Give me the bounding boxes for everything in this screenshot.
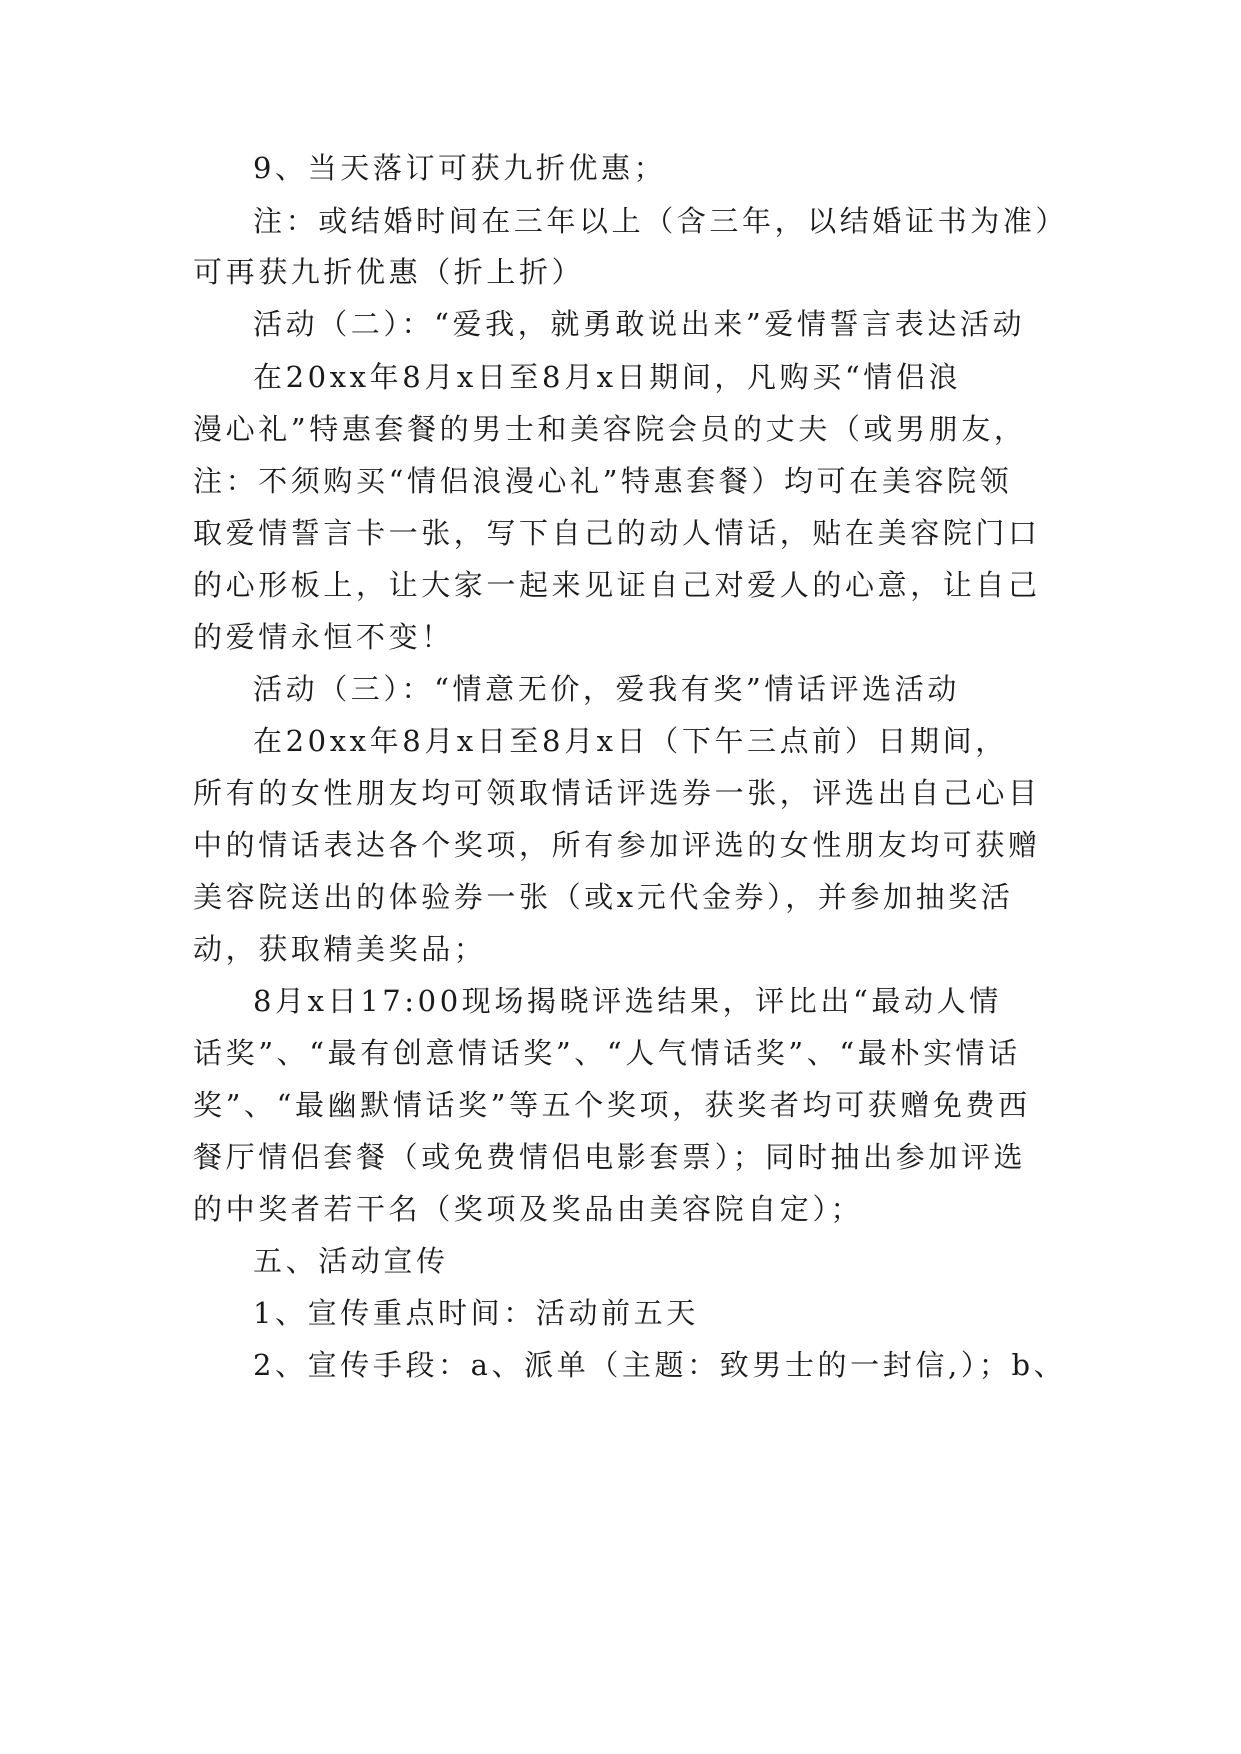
text-line: 注：不须购买“情侣浪漫心礼”特惠套餐）均可在美容院领 — [193, 464, 1013, 498]
text-line: 注：或结婚时间在三年以上（含三年，以结婚证书为准） — [253, 204, 1069, 238]
text-line: 中的情话表达各个奖项，所有参加评选的女性朋友均可获赠 — [193, 828, 1041, 862]
text-line: 所有的女性朋友均可领取情话评选券一张，评选出自己心目 — [193, 776, 1041, 810]
text-line: 8月x日17:00现场揭晓评选结果，评比出“最动人情 — [253, 984, 1002, 1018]
text-line: 话奖”、“最有创意情话奖”、“人气情话奖”、“最朴实情话 — [193, 1036, 1021, 1070]
text-line: 活动（二）：“爱我，就勇敢说出来”爱情誓言表达活动 — [253, 307, 1026, 341]
text-line: 奖”、“最幽默情话奖”等五个奖项，获奖者均可获赠免费西 — [193, 1088, 1031, 1122]
text-line: 取爱情誓言卡一张，写下自己的动人情话，贴在美容院门口 — [193, 516, 1041, 550]
text-line: 的心形板上，让大家一起来见证自己对爱人的心意，让自己 — [193, 568, 1041, 602]
text-line: 在20xx年8月x日至8月x日（下午三点前）日期间， — [253, 724, 1008, 758]
text-line: 的中奖者若干名（奖项及奖品由美容院自定）； — [193, 1192, 864, 1226]
text-line: 美容院送出的体验券一张（或x元代金券），并参加抽奖活 — [193, 880, 1014, 914]
text-line: 活动（三）：“情意无价，爱我有奖”情话评选活动 — [253, 672, 960, 706]
text-line: 1、宣传重点时间：活动前五天 — [253, 1296, 699, 1330]
text-line: 动，获取精美奖品； — [193, 932, 487, 966]
text-line: 可再获九折优惠（折上折） — [193, 255, 585, 289]
text-line: 在20xx年8月x日至8月x日期间，凡购买“情侣浪 — [253, 360, 962, 394]
text-line: 餐厅情侣套餐（或免费情侣电影套票）；同时抽出参加评选 — [193, 1140, 1027, 1174]
text-line: 9、当天落订可获九折优惠； — [253, 151, 667, 185]
text-line: 漫心礼”特惠套餐的男士和美容院会员的丈夫（或男朋友， — [193, 412, 1027, 446]
section-heading: 五、活动宣传 — [253, 1244, 449, 1278]
text-line: 2、宣传手段：a、派单（主题：致男士的一封信,）；b、 — [253, 1348, 1067, 1382]
text-line: 的爱情永恒不变！ — [193, 620, 454, 654]
